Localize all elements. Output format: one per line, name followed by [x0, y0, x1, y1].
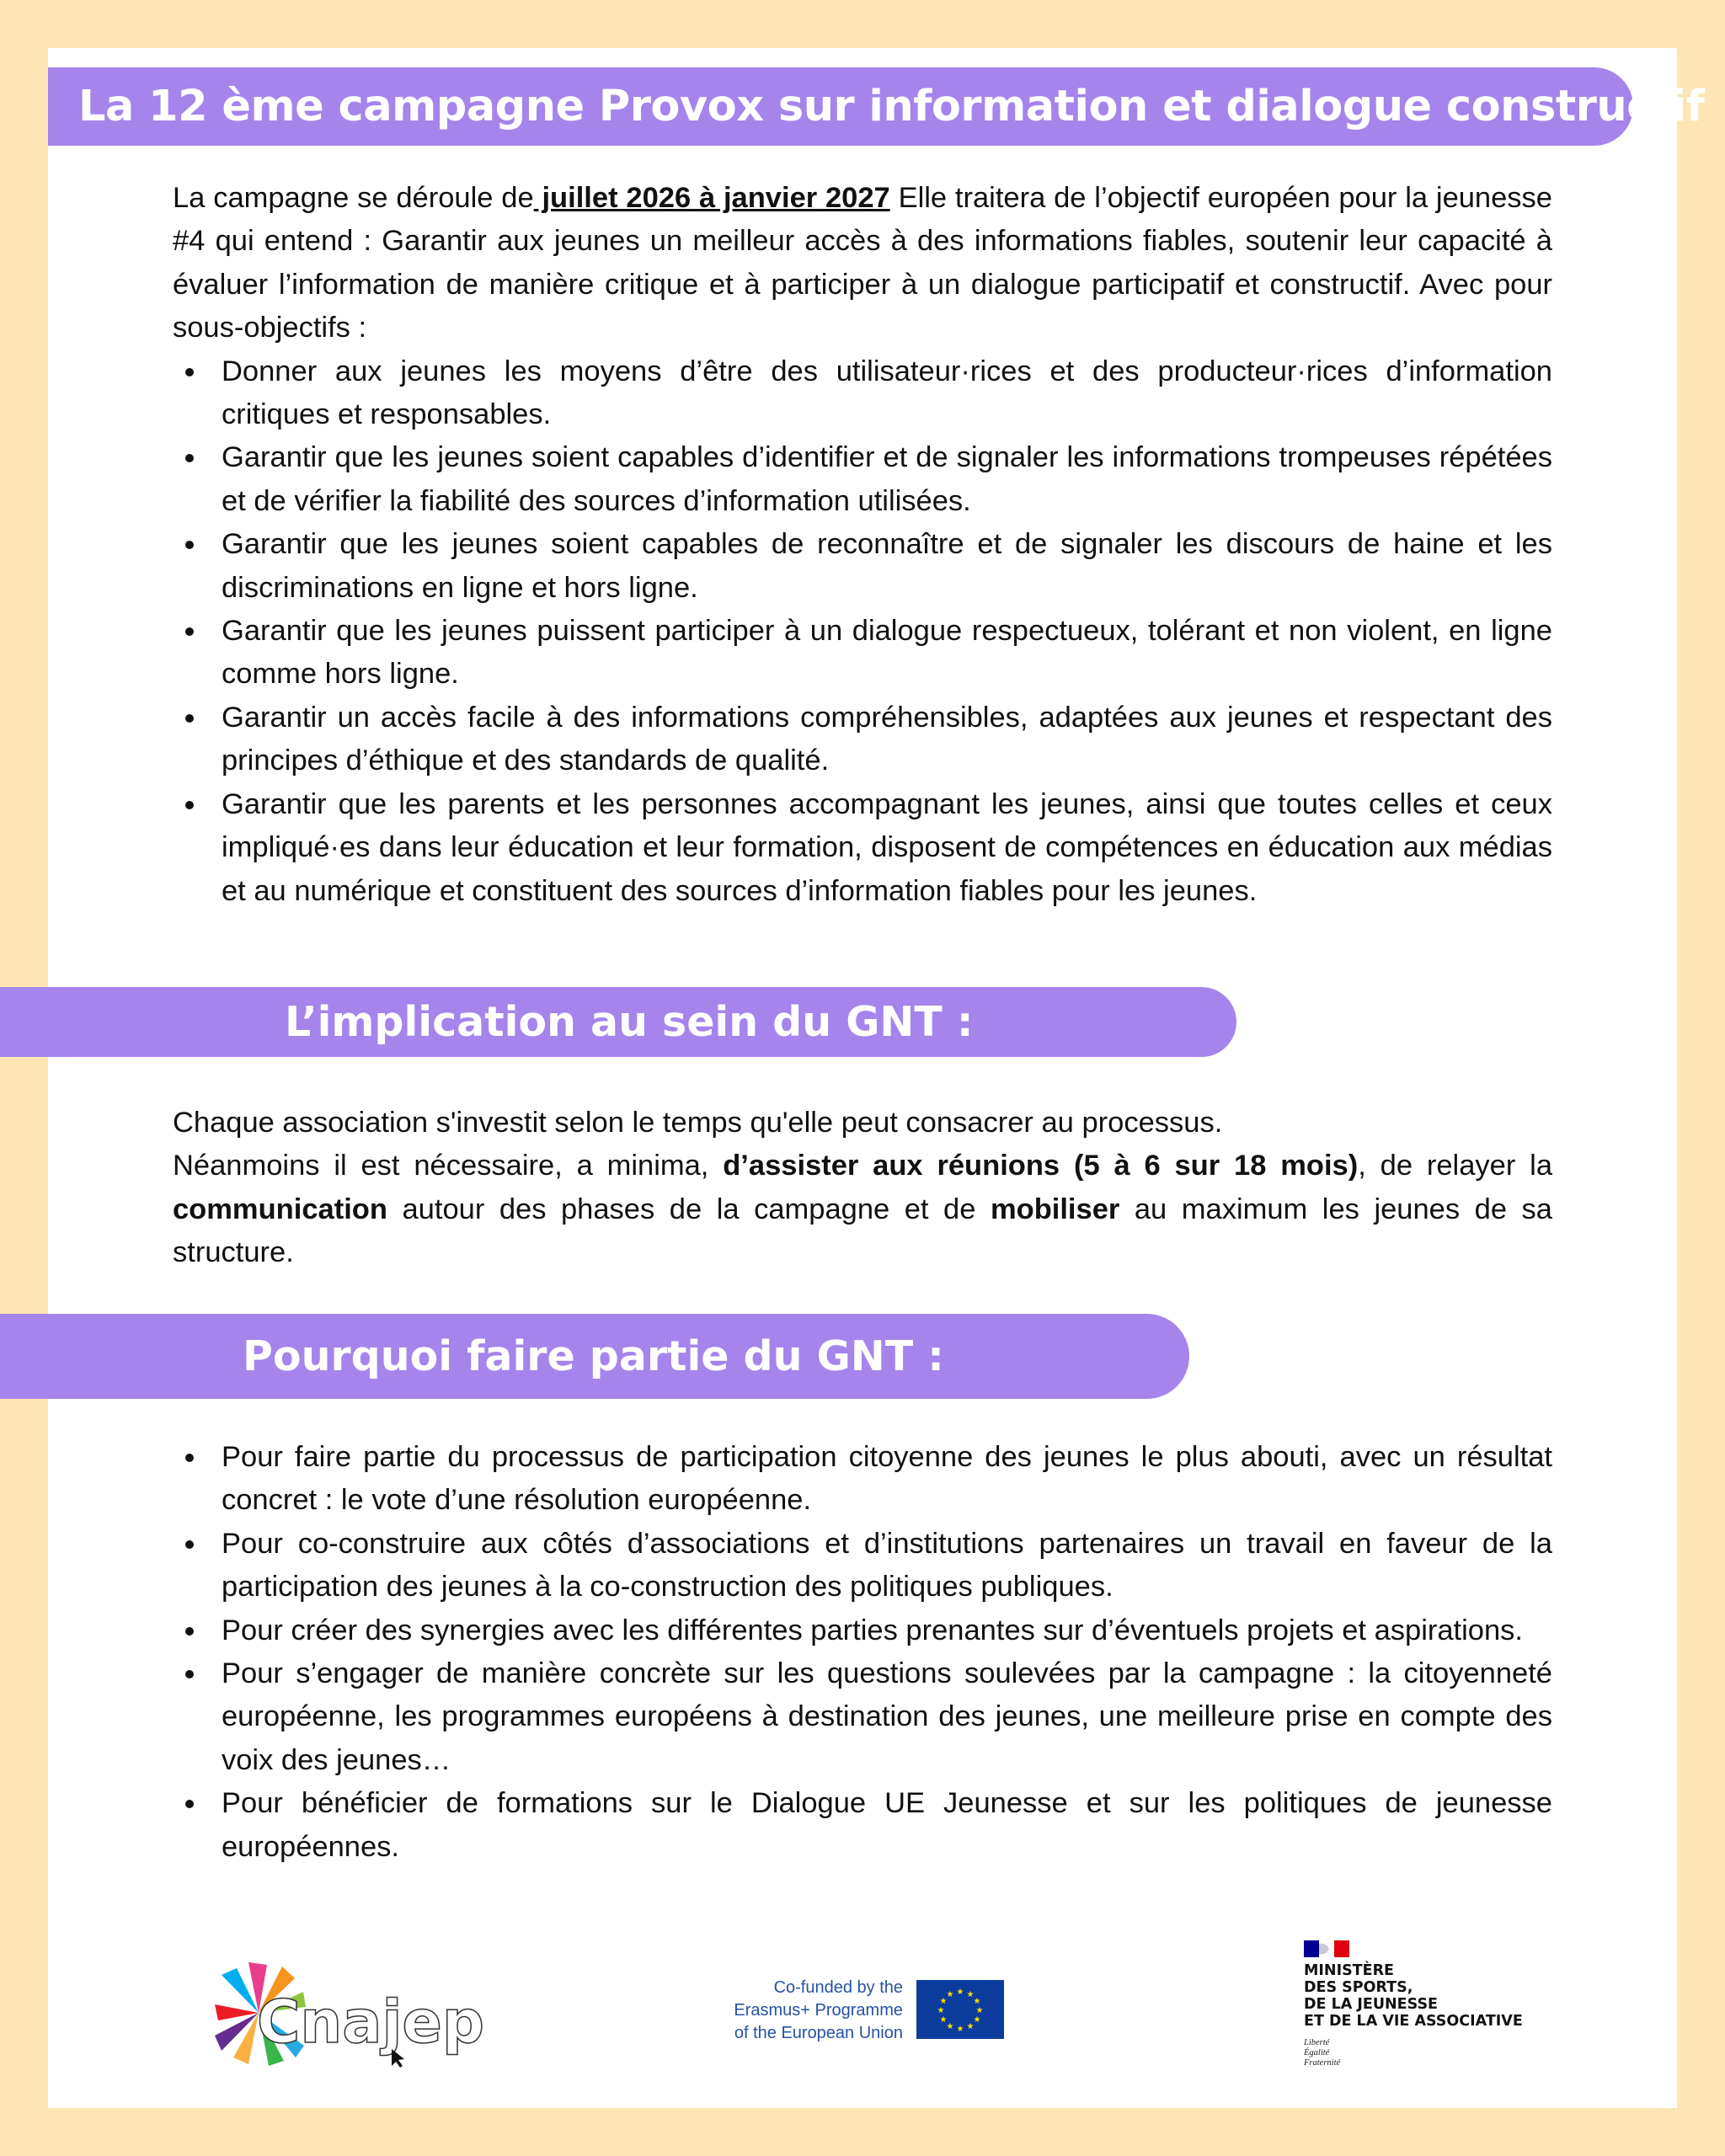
cnajep-wordmark: Cnajep	[257, 1988, 485, 2057]
list-item: Donner aux jeunes les moyens d’être des utilisateur·rices et des producteur·rices d’information critiques et responsables.	[222, 350, 1552, 437]
pourquoi-banner	[0, 1314, 1189, 1399]
header-banner	[48, 67, 1705, 146]
page-title: La 12 ème campagne Provox sur information et dialogue constructif	[78, 82, 1705, 131]
svg-text:★: ★	[975, 2006, 984, 2015]
svg-text:★: ★	[937, 2006, 945, 2015]
svg-text:★: ★	[956, 2025, 964, 2034]
svg-text:★: ★	[946, 2022, 954, 2031]
erasmus-cofunded-logo	[708, 1975, 1011, 2042]
ministere-logo	[1304, 1939, 1582, 2073]
mobiliser-keyword: mobiliser	[990, 1193, 1120, 1225]
marianne-flag-icon	[1304, 1940, 1349, 1957]
list-item: Pour co-construire aux côtés d’associations et d’institutions partenaires un travail en faveur de la participation des jeunes à la co-construction des politiques publiques.	[222, 1523, 1552, 1609]
list-item: Garantir que les jeunes soient capables de reconnaître et de signaler les discours de haine et les discriminations en ligne et hors ligne.	[222, 523, 1552, 610]
list-item: Garantir un accès facile à des informations compréhensibles, adaptées aux jeunes et respectant des principes d’éthique et des standards de qualité.	[222, 696, 1552, 783]
implication-text: au maximum les jeunes de sa structure.	[173, 1193, 1552, 1269]
intro-text-end: Elle traitera de l’objectif européen pour la jeunesse #4 qui entend : Garantir aux jeunes un meilleur accès à des informations fiables, soutenir leur capacité à évaluer l’information de manière critique et à participer à un dialogue participatif et constructif. Avec pour sous-objectifs :	[173, 182, 1552, 344]
implication-line-1: Chaque association s'investit selon le temps qu'elle peut consacrer au processus.	[173, 1107, 1223, 1139]
implication-title: L’implication au sein du GNT :	[285, 998, 974, 1046]
ministere-name: MINISTÈRE DES SPORTS, DE LA JEUNESSE ET DE LA VIE ASSOCIATIVE	[1304, 1962, 1523, 2030]
republique-motto: Liberté Égalité Fraternité	[1304, 2038, 1341, 2068]
svg-text:★: ★	[956, 1988, 964, 1997]
communication-keyword: communication	[173, 1193, 387, 1225]
svg-text:★: ★	[939, 1997, 948, 2006]
intro-paragraph	[173, 177, 1552, 350]
list-item: Garantir que les jeunes puissent participer à un dialogue respectueux, tolérant et non violent, en ligne comme hors ligne.	[222, 610, 1552, 696]
implication-paragraph	[173, 1102, 1552, 1275]
svg-text:★: ★	[973, 1997, 981, 2006]
implication-text: Néanmoins il est nécessaire, a minima,	[173, 1150, 724, 1182]
cnajep-logo	[215, 1958, 485, 2068]
cofunded-text: Co-funded by the Erasmus+ Programme of the European Union	[734, 1978, 903, 2042]
svg-text:★: ★	[966, 2022, 975, 2031]
eu-flag-icon	[916, 1980, 1004, 2039]
implication-section	[173, 1102, 1552, 1275]
svg-text:★: ★	[946, 1990, 954, 1999]
intro-text-start: La campagne se déroule de	[173, 182, 534, 214]
campaign-dates: juillet 2026 à janvier 2027	[533, 182, 890, 214]
list-item: Pour bénéficier de formations sur le Dialogue UE Jeunesse et sur les politiques de jeunesse européennes.	[222, 1782, 1552, 1869]
pourquoi-title: Pourquoi faire partie du GNT :	[243, 1332, 944, 1380]
meetings-requirement: d’assister aux réunions (5 à 6 sur 18 mois)	[723, 1150, 1359, 1182]
list-item: Pour créer des synergies avec les différentes parties prenantes sur d’éventuels projets et aspirations.	[222, 1609, 1552, 1652]
list-item: Garantir que les jeunes soient capables d’identifier et de signaler les informations trompeuses répétées et de vérifier la fiabilité des sources d’information utilisées.	[222, 436, 1552, 523]
svg-text:★: ★	[966, 1990, 975, 1999]
pourquoi-section	[173, 1436, 1552, 1869]
objectives-list	[173, 350, 1552, 913]
list-item: Pour s’engager de manière concrète sur les questions soulevées par la campagne : la citoyenneté européenne, les programmes européens à destination des jeunes, une meilleure prise en compte des voix des jeunes…	[222, 1652, 1552, 1782]
intro-section	[173, 177, 1552, 913]
svg-text:★: ★	[973, 2015, 981, 2025]
reasons-list	[173, 1436, 1552, 1869]
implication-text: , de relayer la	[1358, 1150, 1553, 1182]
implication-banner	[0, 987, 1236, 1057]
implication-text: autour des phases de la campagne et de	[387, 1193, 991, 1225]
list-item: Pour faire partie du processus de participation citoyenne des jeunes le plus abouti, avec un résultat concret : le vote d’une résolution européenne.	[222, 1436, 1552, 1523]
list-item: Garantir que les parents et les personnes accompagnant les jeunes, ainsi que toutes celles et ceux impliqué·es dans leur éducation et leur formation, disposent de compétences en éducation aux médias et au numérique et constituent des sources d’information fiables pour les jeunes.	[222, 783, 1552, 913]
svg-text:★: ★	[939, 2015, 948, 2025]
